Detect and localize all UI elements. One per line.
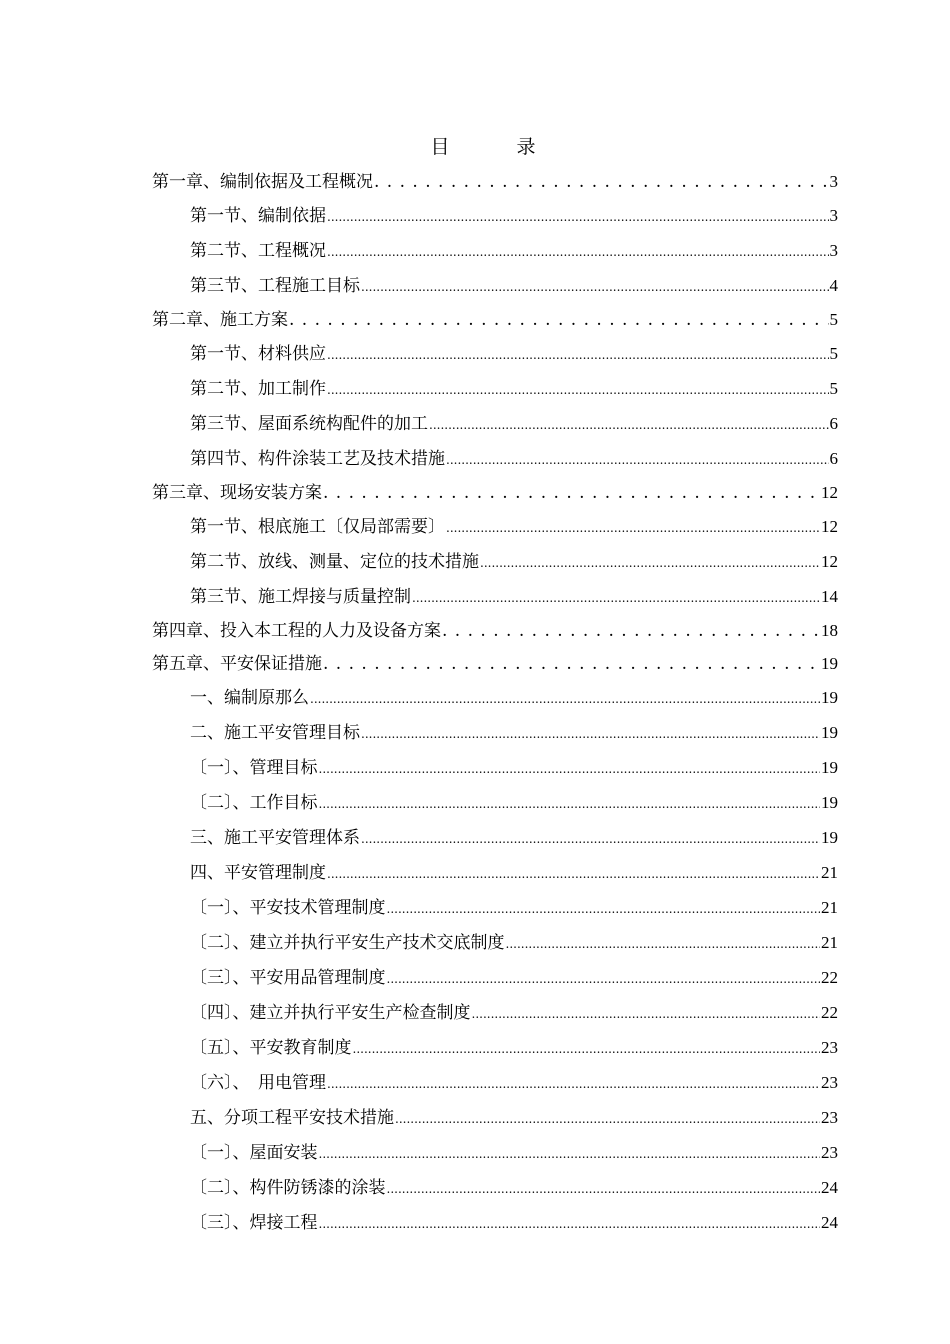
toc-dot-leader bbox=[395, 1101, 820, 1137]
toc-dot-leader bbox=[327, 337, 829, 373]
toc-dot-leader bbox=[412, 580, 820, 616]
toc-section-entry[interactable] bbox=[152, 1065, 838, 1100]
toc-entry-label: 〔一〕、屋面安装 bbox=[190, 1143, 318, 1163]
toc-section-entry[interactable] bbox=[152, 995, 838, 1030]
toc-section-entry[interactable] bbox=[152, 371, 838, 406]
toc-dot-leader bbox=[446, 510, 820, 546]
toc-chapter-entry[interactable] bbox=[152, 614, 838, 647]
toc-chapter-entry[interactable] bbox=[152, 165, 838, 198]
toc-dot-leader bbox=[387, 961, 821, 997]
toc-page-number: 22 bbox=[821, 1003, 838, 1022]
toc-section-entry[interactable] bbox=[152, 680, 838, 715]
toc-page-number: 19 bbox=[821, 758, 838, 777]
toc-dot-leader bbox=[446, 442, 829, 478]
toc-dot-leader bbox=[387, 891, 821, 927]
toc-section-entry[interactable] bbox=[152, 336, 838, 371]
toc-section-entry[interactable] bbox=[152, 1030, 838, 1065]
toc-section-entry[interactable] bbox=[152, 820, 838, 855]
toc-page-number: 12 bbox=[821, 552, 838, 571]
toc-page-number: 21 bbox=[821, 863, 838, 882]
toc-dot-leader bbox=[327, 1066, 820, 1102]
toc-entry-label: 〔一〕、管理目标 bbox=[190, 758, 318, 778]
toc-section-entry[interactable] bbox=[152, 544, 838, 579]
toc-section-entry[interactable] bbox=[152, 233, 838, 268]
toc-page-number: 12 bbox=[821, 517, 838, 536]
toc-entry-label: 第三节、施工焊接与质量控制 bbox=[190, 587, 411, 607]
toc-section-entry[interactable] bbox=[152, 1170, 838, 1205]
toc-entry-label: 第四章、投入本工程的人力及设备方案 bbox=[152, 621, 441, 641]
toc-dot-leader bbox=[327, 199, 829, 235]
toc-page-number: 21 bbox=[821, 933, 838, 952]
toc-page-number: 21 bbox=[821, 898, 838, 917]
toc-page-number: 24 bbox=[821, 1178, 838, 1197]
toc-section-entry[interactable] bbox=[152, 785, 838, 820]
toc-page-number: 24 bbox=[821, 1213, 838, 1232]
toc-section-entry[interactable] bbox=[152, 890, 838, 925]
toc-page-number: 22 bbox=[821, 968, 838, 987]
toc-entry-label: 第一节、根底施工〔仅局部需要〕 bbox=[190, 517, 445, 537]
toc-entry-label: 第二章、施工方案 bbox=[152, 310, 288, 330]
toc-entry-label: 第三节、屋面系统构配件的加工 bbox=[190, 414, 428, 434]
toc-page-number: 3 bbox=[829, 172, 838, 191]
toc-page-number: 4 bbox=[829, 276, 838, 295]
toc-page-number: 3 bbox=[829, 206, 838, 225]
toc-entry-label: 〔三〕、平安用品管理制度 bbox=[190, 968, 386, 988]
toc-entry-label: 一、编制原那么 bbox=[190, 688, 309, 708]
toc-dot-leader bbox=[319, 1206, 821, 1242]
toc-page-number: 23 bbox=[821, 1073, 838, 1092]
toc-dot-leader bbox=[319, 1136, 821, 1172]
toc-section-entry[interactable] bbox=[152, 441, 838, 476]
toc-section-entry[interactable] bbox=[152, 1135, 838, 1170]
toc-section-entry[interactable] bbox=[152, 579, 838, 614]
toc-page-number: 18 bbox=[821, 621, 838, 640]
toc-entry-label: 第三节、工程施工目标 bbox=[190, 276, 360, 296]
toc-section-entry[interactable] bbox=[152, 406, 838, 441]
toc-entry-label: 三、施工平安管理体系 bbox=[190, 828, 360, 848]
toc-page-number: 23 bbox=[821, 1038, 838, 1057]
toc-section-entry[interactable] bbox=[152, 715, 838, 750]
toc-dot-leader bbox=[361, 821, 820, 857]
toc-entry-label: 第一章、编制依据及工程概况 bbox=[152, 172, 373, 192]
toc-page-number: 3 bbox=[829, 241, 838, 260]
toc-section-entry[interactable] bbox=[152, 198, 838, 233]
toc-entry-label: 〔二〕、工作目标 bbox=[190, 793, 318, 813]
toc-page-number: 23 bbox=[821, 1108, 838, 1127]
toc-dot-leader bbox=[361, 269, 829, 305]
toc-section-entry[interactable] bbox=[152, 1205, 838, 1240]
toc-section-entry[interactable] bbox=[152, 960, 838, 995]
toc-dot-leader bbox=[323, 477, 820, 510]
toc-section-entry[interactable] bbox=[152, 750, 838, 785]
toc-dot-leader bbox=[374, 166, 829, 199]
toc-chapter-entry[interactable] bbox=[152, 647, 838, 680]
toc-entry-label: 第二节、加工制作 bbox=[190, 379, 326, 399]
toc-page-number: 5 bbox=[829, 344, 838, 363]
toc-entry-label: 〔一〕、平安技术管理制度 bbox=[190, 898, 386, 918]
toc-entry-label: 第二节、工程概况 bbox=[190, 241, 326, 261]
toc-section-entry[interactable] bbox=[152, 1100, 838, 1135]
table-of-contents bbox=[152, 165, 838, 1240]
toc-dot-leader bbox=[319, 786, 821, 822]
toc-entry-label: 第一节、材料供应 bbox=[190, 344, 326, 364]
toc-chapter-entry[interactable] bbox=[152, 303, 838, 336]
toc-entry-label: 〔二〕、建立并执行平安生产技术交底制度 bbox=[190, 933, 505, 953]
toc-dot-leader bbox=[327, 856, 820, 892]
toc-page-number: 19 bbox=[821, 793, 838, 812]
toc-dot-leader bbox=[429, 407, 829, 443]
toc-page-number: 19 bbox=[821, 688, 838, 707]
toc-dot-leader bbox=[327, 234, 829, 270]
toc-page-number: 19 bbox=[821, 828, 838, 847]
toc-page-number: 5 bbox=[829, 310, 838, 329]
toc-entry-label: 五、分项工程平安技术措施 bbox=[190, 1108, 394, 1128]
toc-title: 目 录 bbox=[430, 136, 560, 158]
toc-section-entry[interactable] bbox=[152, 855, 838, 890]
toc-section-entry[interactable] bbox=[152, 509, 838, 544]
toc-dot-leader bbox=[472, 996, 821, 1032]
toc-entry-label: 〔二〕、构件防锈漆的涂装 bbox=[190, 1178, 386, 1198]
toc-dot-leader bbox=[323, 648, 820, 681]
toc-dot-leader bbox=[327, 372, 829, 408]
toc-page-number: 12 bbox=[821, 483, 838, 502]
toc-page-number: 23 bbox=[821, 1143, 838, 1162]
toc-section-entry[interactable] bbox=[152, 268, 838, 303]
toc-dot-leader bbox=[480, 545, 820, 581]
toc-entry-label: 第五章、平安保证措施 bbox=[152, 654, 322, 674]
toc-entry-label: 〔五〕、平安教育制度 bbox=[190, 1038, 352, 1058]
toc-page-number: 5 bbox=[829, 379, 838, 398]
toc-entry-label: 第一节、编制依据 bbox=[190, 206, 326, 226]
toc-entry-label: 二、施工平安管理目标 bbox=[190, 723, 360, 743]
toc-page-number: 6 bbox=[829, 414, 838, 433]
toc-entry-label: 第二节、放线、测量、定位的技术措施 bbox=[190, 552, 479, 572]
toc-entry-label: 〔六〕、 用电管理 bbox=[190, 1073, 326, 1093]
toc-entry-label: 第四节、构件涂装工艺及技术措施 bbox=[190, 449, 445, 469]
toc-section-entry[interactable] bbox=[152, 925, 838, 960]
toc-page-number: 14 bbox=[821, 587, 838, 606]
toc-entry-label: 〔四〕、建立并执行平安生产检查制度 bbox=[190, 1003, 471, 1023]
toc-entry-label: 〔三〕、焊接工程 bbox=[190, 1213, 318, 1233]
toc-dot-leader bbox=[319, 751, 821, 787]
toc-page-number: 6 bbox=[829, 449, 838, 468]
toc-chapter-entry[interactable] bbox=[152, 476, 838, 509]
toc-dot-leader bbox=[310, 681, 820, 717]
toc-dot-leader bbox=[361, 716, 820, 752]
toc-entry-label: 第三章、现场安装方案 bbox=[152, 483, 322, 503]
toc-dot-leader bbox=[353, 1031, 821, 1067]
toc-page-number: 19 bbox=[821, 654, 838, 673]
toc-dot-leader bbox=[387, 1171, 821, 1207]
toc-page-number: 19 bbox=[821, 723, 838, 742]
toc-dot-leader bbox=[506, 926, 821, 962]
toc-entry-label: 四、平安管理制度 bbox=[190, 863, 326, 883]
toc-dot-leader bbox=[442, 615, 820, 648]
toc-dot-leader bbox=[289, 304, 829, 337]
